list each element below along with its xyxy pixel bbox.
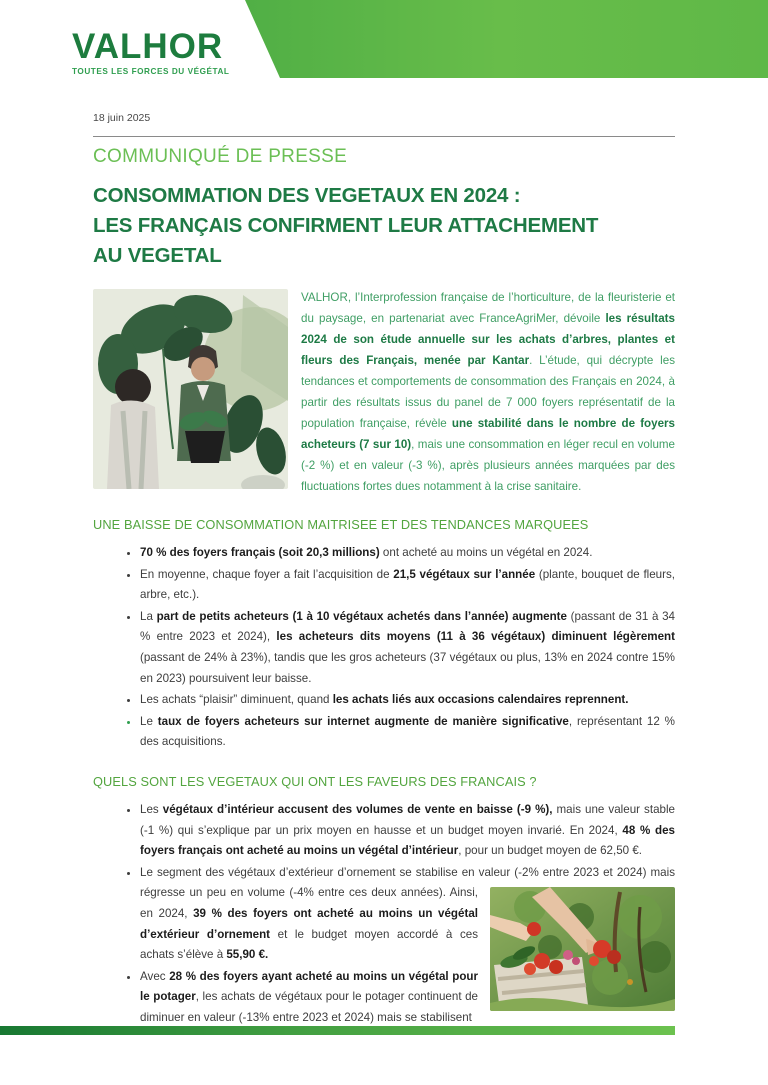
bullet-text: mais régresse un peu en volume (-4% entre ces deux années). Ainsi, en 2024, 39 % des foyers ont acheté au moins un végétal d’extérieur d’ornement et le budget moyen accordé à ces achats s’élève à 55,90 €. (140, 865, 675, 962)
logo-tagline: TOUTES LES FORCES DU VÉGÉTAL (72, 67, 230, 76)
bullet-item-green (140, 712, 675, 753)
bullet-item (140, 800, 675, 862)
bullet-text: Les achats “plaisir” diminuent, quand les achats liés aux occasions calendaires reprennent. (140, 693, 629, 707)
main-title (93, 181, 675, 271)
kicker-communique: COMMUNIQUÉ DE PRESSE (93, 146, 348, 167)
bullet-text: Le taux de foyers acheteurs sur internet augmente de manière significative, représentant 12 % des acquisitions. (140, 714, 675, 749)
plant-shop-photo-illustration (93, 289, 288, 489)
bullet-text: En moyenne, chaque foyer a fait l’acquisition de 21,5 végétaux sur l’année (plante, bouquet de fleurs, arbre, etc.). (140, 567, 676, 602)
intro-photo (93, 289, 288, 489)
intro-text: VALHOR, l’Interprofession française de l’horticulture, de la fleuristerie et du paysage, en partenariat avec FranceAgriMer, dévoile les résultats 2024 de son étude annuelle sur les achats d’arbres, plantes et fleurs des Français, menée par Kantar. L’étude, qui décrypte les tendances et comportements de consommation des Français en 2024, à partir des résultats issus du panel de 7 000 foyers représentatif de la population française, révèle une stabilité dans le nombre de foyers acheteurs (7 sur 10), mais une consommation en léger recul en volume (-2 %) et en valeur (-3 %), après plusieurs années marquées par des fluctuations fortes dues notamment à la crise sanitaire. (301, 291, 676, 493)
section-heading-2: QUELS SONT LES VEGETAUX QUI ONT LES FAVEURS DES FRANCAIS ? (93, 773, 537, 789)
page-bottom-margin (0, 1036, 768, 1085)
main-title-line-2: LES FRANÇAIS CONFIRMENT LEUR ATTACHEMENT (93, 214, 599, 237)
section-heading-1: UNE BAISSE DE CONSOMMATION MAITRISEE ET DES TENDANCES MARQUEES (93, 517, 589, 532)
bullet-text: La part de petits acheteurs (1 à 10 végétaux achetés dans l’année) augmente (passant de 31 à 34 % entre 2023 et 2024), les acheteurs dits moyens (11 à 36 végétaux) diminuent légèrement (passant de 24% à 23%), tandis que les gros acheteurs (37 végétaux ou plus, 13% en 2024 contre 15% en 2023) poursuivent leur baisse. (140, 609, 675, 685)
bullet-item (140, 607, 675, 689)
bullet-item (140, 863, 675, 966)
footer-bar (0, 1026, 675, 1035)
intro-paragraph (93, 287, 675, 497)
tomato-garden-photo-illustration (490, 887, 675, 1011)
date-label: 18 juin 2025 (93, 112, 151, 124)
bullet-item (140, 543, 675, 564)
valhor-logo (72, 27, 230, 76)
bullet-text: Les végétaux d’intérieur accusent des volumes de vente en baisse (-9 %), mais une valeur stable (-1 %) qui s’explique par un prix moyen en hausse et un budget moyen invarié. En 2024, 48 % des foyers français ont acheté au moins un végétal d’intérieur, pour un budget moyen de 62,50 €. (140, 802, 676, 858)
divider-line (93, 136, 675, 137)
main-title-line-1: CONSOMMATION DES VEGETAUX EN 2024 : (93, 184, 521, 207)
main-title-line-3: AU VEGETAL (93, 244, 222, 267)
bullet-list-1 (93, 543, 675, 753)
bullet-item (140, 565, 675, 606)
bullet-text: Avec 28 % des foyers ayant acheté au moins un végétal pour le potager, les achats de végétaux pour le potager continuent de diminuer en valeur (-13% entre 2023 et 2024) mais se stabilisent (140, 969, 479, 1024)
document-body (93, 0, 675, 1029)
potager-photo (490, 887, 675, 1011)
bullet-text: 70 % des foyers français (soit 20,3 millions) ont acheté au moins un végétal en 2024. (140, 546, 593, 559)
bullet-list-2 (93, 800, 675, 1029)
logo-wordmark: VALHOR (72, 27, 224, 66)
bullet-text: Le segment des végétaux d’extérieur d’ornement se stabilise en valeur (-2% entre 2023 et 2024) (140, 865, 651, 879)
bullet-item (140, 690, 675, 711)
